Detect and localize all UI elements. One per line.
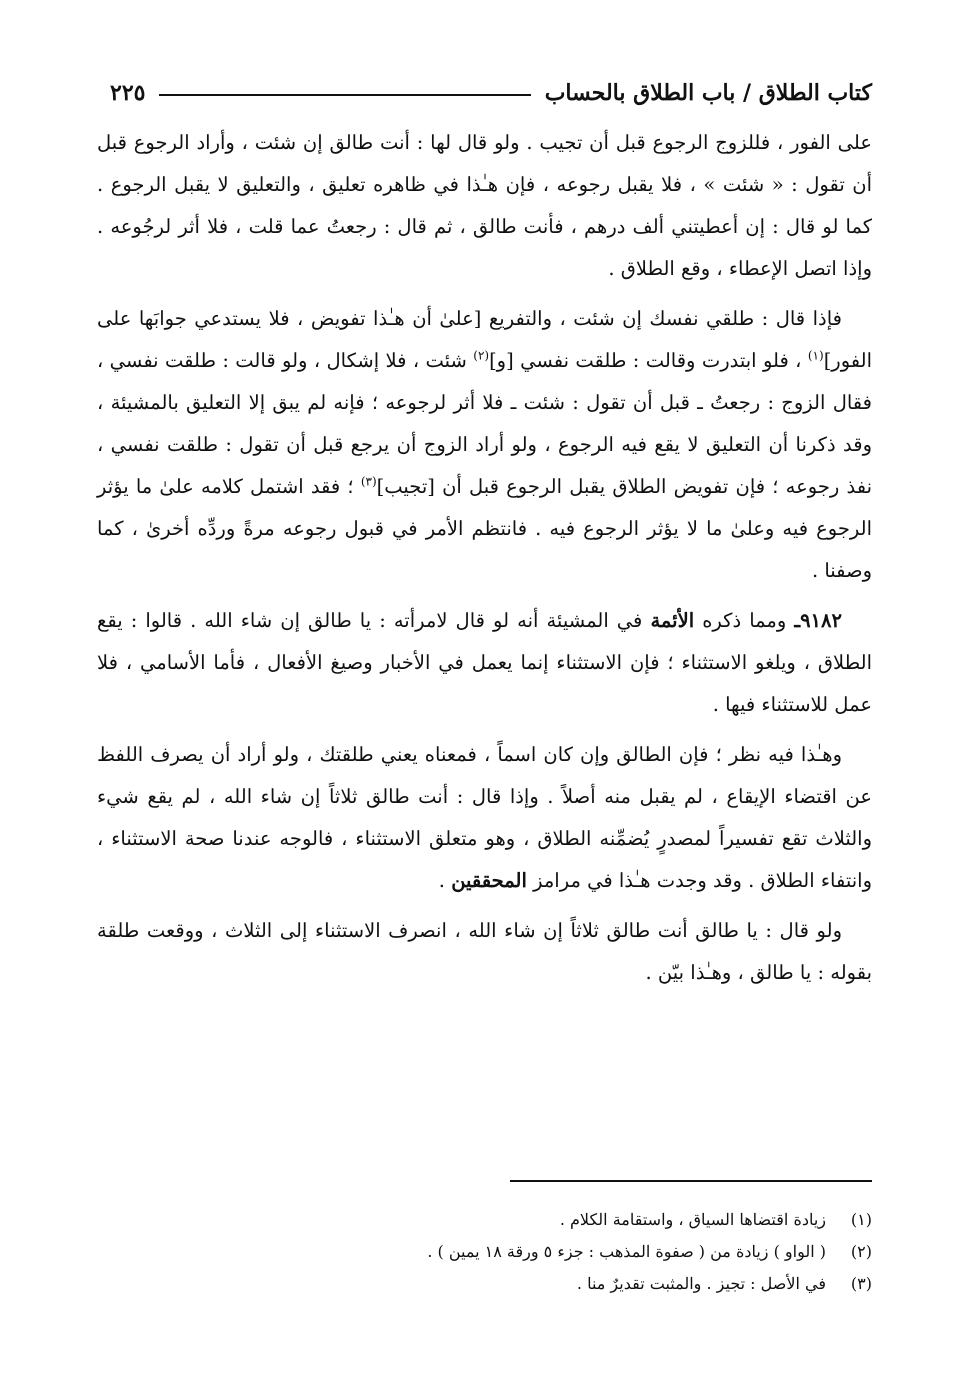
section-number: ٩١٨٢ـ — [794, 609, 842, 632]
paragraph-3-pre: ومما ذكره — [694, 609, 795, 632]
running-header — [110, 68, 872, 108]
header-title: كتاب الطلاق / باب الطلاق بالحساب — [544, 80, 872, 106]
main-text — [97, 122, 872, 1002]
page-number: ٢٢٥ — [110, 80, 146, 106]
header-rule — [159, 94, 530, 96]
paragraph-3-bold: الأئمة — [650, 609, 695, 632]
paragraph-4-pre: وهـٰذا فيه نظر ؛ فإن الطالق وإن كان اسماً ، فمعناه يعني طلقتك ، ولو أراد أن يصرف اللفظ عن اقتضاء الإيقاع ، لم يقبل منه أصلاً . وإذا قال : أنت طالق ثلاثاً إن شاء الله ، لم يقع شيء والثلاث تقع تفسيراً لمصدرٍ يُضمِّنه الطلاق ، وهو متعلق الاستثناء ، فالوجه عندنا صحة الاستثناء ، وانتفاء الطلاق . وقد وجدت هـٰذا في مرامز — [97, 743, 872, 892]
footnote-ref-2[interactable]: (٢) — [473, 348, 490, 363]
paragraph-4 — [97, 734, 872, 902]
footnote-marker: (٢) — [850, 1242, 872, 1261]
paragraph-2-part-3: شئت ، فلا إشكال ، ولو قالت : طلقت نفسي ، فقال الزوج : رجعتُ ـ قبل أن تقول : شئت ـ فلا أثر لرجوعه ؛ فإنه لم يبق إلا التعليق بالمشيئة ، وقد ذكرنا أن التعليق لا يقع فيه الرجوع ، ولو أراد الزوج أن يرجع قبل أن تقول : طلقت نفسي ، نفذ رجوعه ؛ فإن تفويض الطلاق يقبل الرجوع قبل أن [تجيب] — [97, 349, 872, 498]
footnote-text: زيادة اقتضاها السياق ، واستقامة الكلام . — [559, 1210, 826, 1229]
paragraph-5-text: ولو قال : يا طالق أنت طالق ثلاثاً إن شاء الله ، انصرف الاستثناء إلى الثلاث ، ووقعت طلقة بقوله : يا طالق ، وهـٰذا بيّن . — [97, 919, 872, 984]
paragraph-2-part-4: ؛ فقد اشتمل كلامه علىٰ ما يؤثر الرجوع فيه وعلىٰ ما لا يؤثر الرجوع فيه . فانتظم الأمر في قبول رجوعه مرةً وردِّه أخرىٰ ، كما وصفنا . — [97, 475, 872, 582]
paragraph-1-text: على الفور ، فللزوج الرجوع قبل أن تجيب . ولو قال لها : أنت طالق إن شئت ، وأراد الرجوع قبل أن تقول : « شئت » ، فلا يقبل رجوعه ، فإن هـٰذا في ظاهره تعليق ، والتعليق لا يقبل الرجوع . كما لو قال : إن أعطيتني ألف درهم ، فأنت طالق ، ثم قال : رجعتُ عما قلت ، فلا أثر لرجُوعه . وإذا اتصل الإعطاء ، وقع الطلاق . — [97, 131, 872, 280]
paragraph-2-part-1: فإذا قال : طلقي نفسك إن شئت ، والتفريع [علىٰ أن هـٰذا تفويض ، فلا يستدعي جوابَها على الفور] — [97, 307, 873, 372]
footnote-2 — [200, 1236, 872, 1268]
footnote-marker: (٣) — [850, 1274, 872, 1293]
footnote-text: ( الواو ) زيادة من ( صفوة المذهب : جزء ٥ ورقة ١٨ يمين ) . — [427, 1242, 826, 1261]
footnote-ref-3[interactable]: (٣) — [360, 474, 377, 489]
footnote-3 — [200, 1268, 872, 1300]
footnote-marker: (١) — [850, 1210, 872, 1229]
paragraph-4-post: . — [438, 869, 452, 892]
paragraph-2-part-2: ، فلو ابتدرت وقالت : طلقت نفسي [و] — [489, 349, 808, 372]
paragraph-3 — [97, 600, 872, 726]
paragraph-3-post: في المشيئة أنه لو قال لامرأته : يا طالق إن شاء الله . قالوا : يقع الطلاق ، ويلغو الاستثناء ؛ فإن الاستثناء إنما يعمل في الأخبار وصيغ الأفعال ، فأما الأسامي ، فلا عمل للاستثناء فيها . — [97, 609, 872, 716]
footnote-ref-1[interactable]: (١) — [807, 348, 824, 363]
paragraph-2 — [97, 298, 872, 592]
footnote-1 — [200, 1204, 872, 1236]
footnote-text: في الأصل : تجيز . والمثبت تقديرٌ منا . — [576, 1274, 826, 1293]
paragraph-1 — [97, 122, 872, 290]
footnote-separator — [510, 1180, 872, 1182]
paragraph-5 — [97, 910, 872, 994]
footnotes — [200, 1204, 872, 1300]
paragraph-4-bold: المحققين — [451, 869, 527, 892]
